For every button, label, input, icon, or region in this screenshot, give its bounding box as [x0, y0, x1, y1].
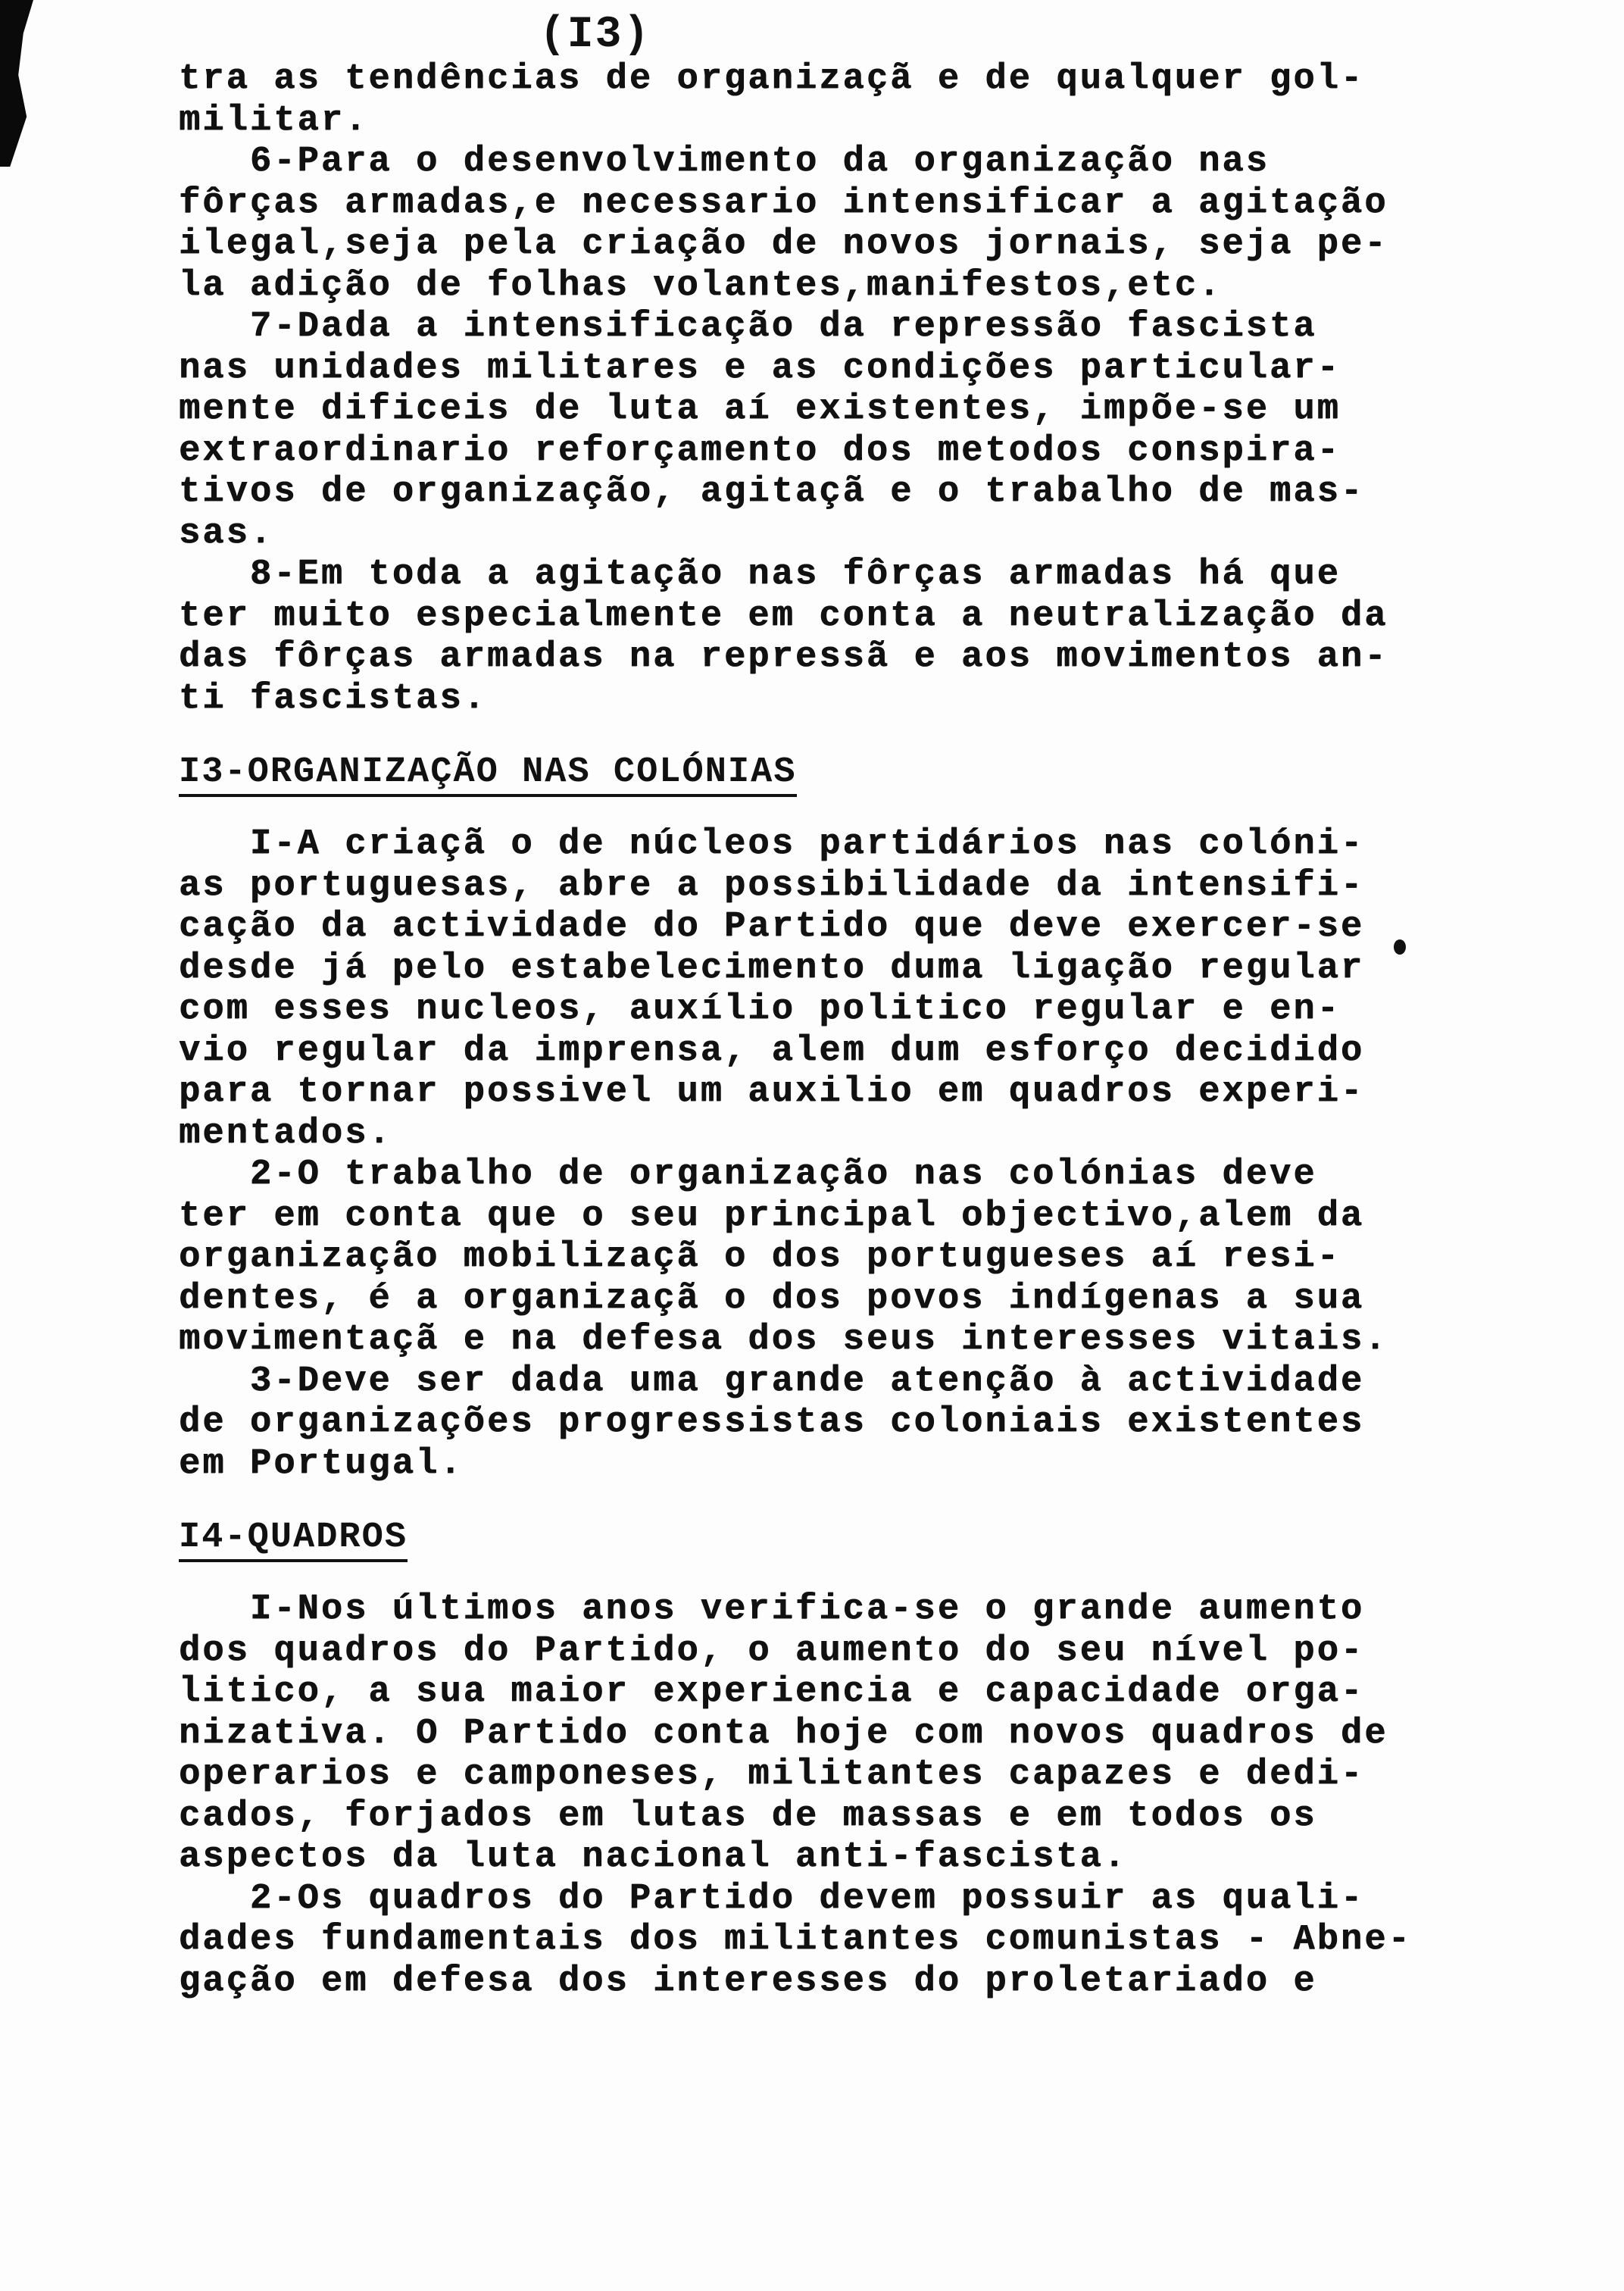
text-line: mente dificeis de luta aí existentes, impõe-se um: [179, 389, 1341, 430]
text-line: 3-Deve ser dada uma grande atenção à actividade: [179, 1361, 1365, 1402]
text-line: ter muito especialmente em conta a neutralização da: [179, 595, 1388, 636]
text-line: as portuguesas, abre a possibilidade da intensifi-: [179, 865, 1365, 906]
text-line: de organizações progressistas coloniais existentes: [179, 1402, 1365, 1442]
text-line: dos quadros do Partido, o aumento do seu nível po-: [179, 1630, 1365, 1671]
text-line: I-Nos últimos anos verifica-se o grande aumento: [179, 1589, 1365, 1630]
text-line: com esses nucleos, auxílio politico regular e en-: [179, 989, 1341, 1030]
text-line: tivos de organização, agitaçã e o trabalho de mas-: [179, 472, 1365, 512]
text-line: movimentaçã e na defesa dos seus interesses vitais.: [179, 1320, 1388, 1360]
text-line: 2-Os quadros do Partido devem possuir as quali-: [179, 1878, 1365, 1919]
text-line: cados, forjados em lutas de massas e em todos os: [179, 1796, 1317, 1836]
text-line: militar.: [179, 100, 369, 141]
text-line: la adição de folhas volantes,manifestos,etc.: [179, 265, 1223, 306]
section-heading-colonies: I3-ORGANIZAÇÃO NAS COLÓNIAS: [179, 752, 1391, 794]
text-line: extraordinario reforçamento dos metodos conspira-: [179, 430, 1341, 471]
text-block-military: [179, 59, 1391, 720]
text-line: vio regular da imprensa, alem dum esforço decidido: [179, 1030, 1365, 1071]
page-number: (I3): [539, 11, 651, 60]
text-line: fôrças armadas,e necessario intensificar a agitação: [179, 183, 1388, 223]
document-body: [179, 59, 1412, 2002]
text-line: tra as tendências de organizaçã e de qualquer gol-: [179, 59, 1365, 99]
text-block-cadres: [179, 1589, 1412, 2002]
text-line: litico, a sua maior experiencia e capacidade orga-: [179, 1672, 1365, 1712]
text-line: ilegal,seja pela criação de novos jornais, seja pe-: [179, 224, 1388, 264]
text-block-colonies: [179, 824, 1391, 1485]
text-line: das fôrças armadas na repressã e aos movimentos an-: [179, 637, 1388, 677]
text-line: organização mobilizaçã o dos portugueses aí resi-: [179, 1237, 1341, 1277]
text-line: em Portugal.: [179, 1443, 464, 1484]
text-line: I-A criaçã o de núcleos partidários nas colóni-: [179, 824, 1365, 864]
text-line: nas unidades militares e as condições particular-: [179, 348, 1341, 389]
text-line: 7-Dada a intensificação da repressão fascista: [179, 307, 1317, 347]
section-heading-cadres: I4-QUADROS: [179, 1517, 1391, 1559]
text-line: 8-Em toda a agitação nas fôrças armadas há que: [179, 555, 1341, 595]
text-line: ti fascistas.: [179, 678, 487, 719]
text-line: sas.: [179, 513, 274, 554]
text-line: mentados.: [179, 1113, 392, 1154]
text-line: gação em defesa dos interesses do proletariado e: [179, 1961, 1317, 2002]
text-line: dades fundamentais dos militantes comunistas - Abne-: [179, 1920, 1412, 1960]
ink-dot: [1394, 939, 1406, 955]
binding-shadow: [0, 0, 33, 167]
text-line: para tornar possivel um auxilio em quadros experi-: [179, 1072, 1365, 1112]
text-line: desde já pelo estabelecimento duma ligação regular: [179, 948, 1365, 989]
text-line: ter em conta que o seu principal objectivo,alem da: [179, 1196, 1365, 1236]
text-line: aspectos da luta nacional anti-fascista.: [179, 1837, 1128, 1877]
text-line: operarios e camponeses, militantes capazes e dedi-: [179, 1755, 1365, 1795]
text-line: 6-Para o desenvolvimento da organização nas: [179, 142, 1270, 182]
text-line: dentes, é a organizaçã o dos povos indígenas a sua: [179, 1278, 1365, 1319]
text-line: 2-O trabalho de organização nas colónias deve: [179, 1155, 1317, 1195]
text-line: nizativa. O Partido conta hoje com novos quadros de: [179, 1713, 1388, 1754]
text-line: cação da actividade do Partido que deve exercer-se: [179, 907, 1365, 947]
